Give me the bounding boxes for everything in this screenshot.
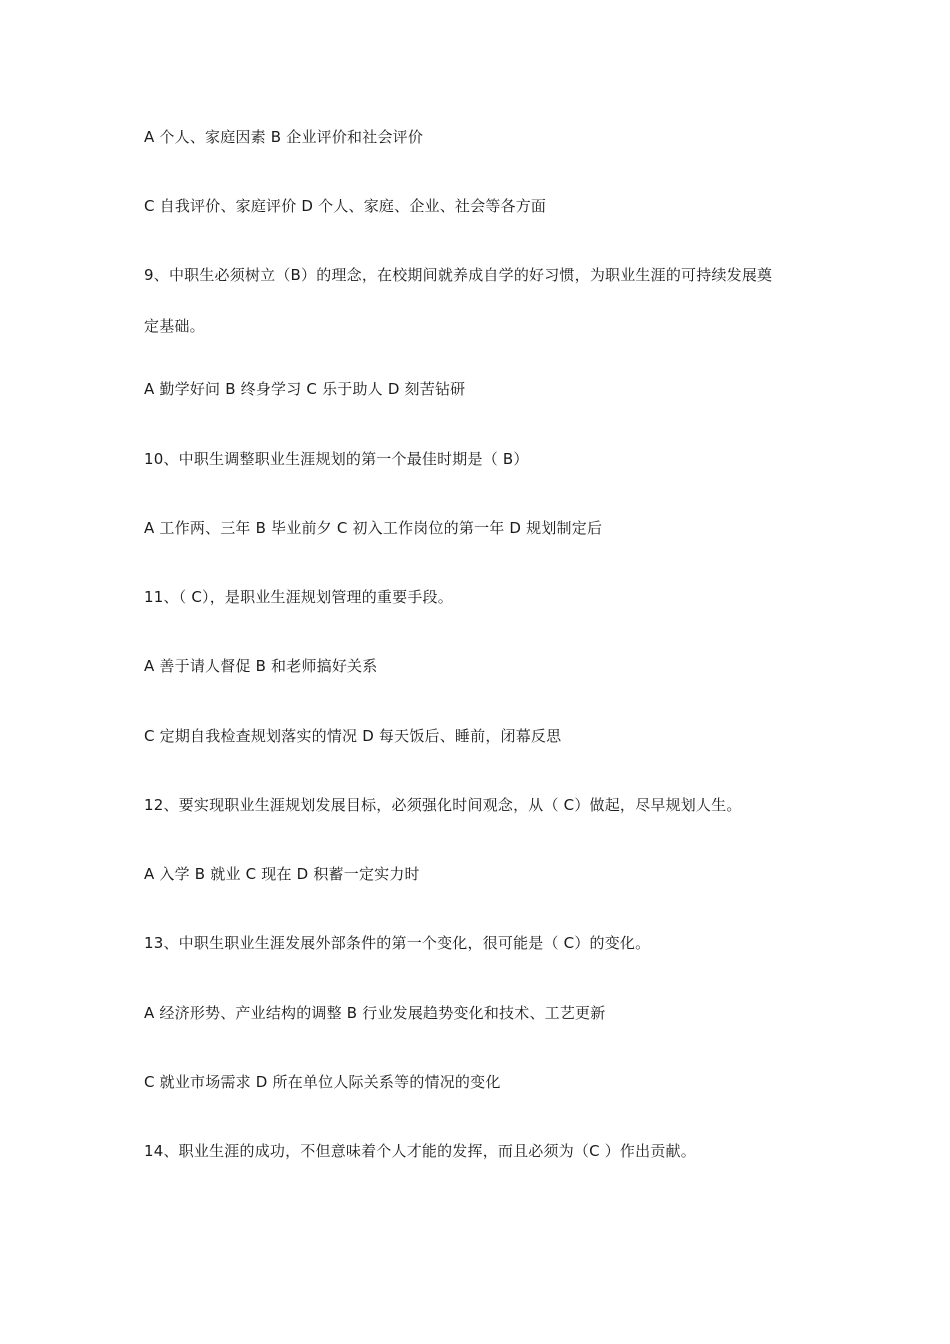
option-line-q13-cd: C 就业市场需求 D 所在单位人际关系等的情况的变化 <box>144 1073 501 1091</box>
question-13: 13、中职生职业生涯发展外部条件的第一个变化，很可能是（ C）的变化。 <box>144 934 651 952</box>
question-12: 12、要实现职业生涯规划发展目标，必须强化时间观念，从（ C）做起，尽早规划人生。 <box>144 796 742 814</box>
question-9-line-1: 9、中职生必须树立（B）的理念，在校期间就养成自学的好习惯，为职业生涯的可持续发展奠 <box>144 266 773 284</box>
option-line-q11-cd: C 定期自我检查规划落实的情况 D 每天饭后、睡前，闭幕反思 <box>144 727 562 745</box>
option-line-q8-ab: A 个人、家庭因素 B 企业评价和社会评价 <box>144 128 424 146</box>
question-9-line-2: 定基础。 <box>144 317 205 335</box>
option-line-q12: A 入学 B 就业 C 现在 D 积蓄一定实力时 <box>144 865 420 883</box>
option-line-q9: A 勤学好问 B 终身学习 C 乐于助人 D 刻苦钻研 <box>144 380 466 398</box>
question-11: 11、（ C），是职业生涯规划管理的重要手段。 <box>144 588 453 606</box>
option-line-q8-cd: C 自我评价、家庭评价 D 个人、家庭、企业、社会等各方面 <box>144 197 547 215</box>
question-14: 14、职业生涯的成功，不但意味着个人才能的发挥，而且必须为（C ）作出贡献。 <box>144 1142 696 1160</box>
option-line-q13-ab: A 经济形势、产业结构的调整 B 行业发展趋势变化和技术、工艺更新 <box>144 1004 606 1022</box>
question-10: 10、中职生调整职业生涯规划的第一个最佳时期是（ B） <box>144 450 529 468</box>
option-line-q11-ab: A 善于请人督促 B 和老师搞好关系 <box>144 657 378 675</box>
option-line-q10: A 工作两、三年 B 毕业前夕 C 初入工作岗位的第一年 D 规划制定后 <box>144 519 603 537</box>
